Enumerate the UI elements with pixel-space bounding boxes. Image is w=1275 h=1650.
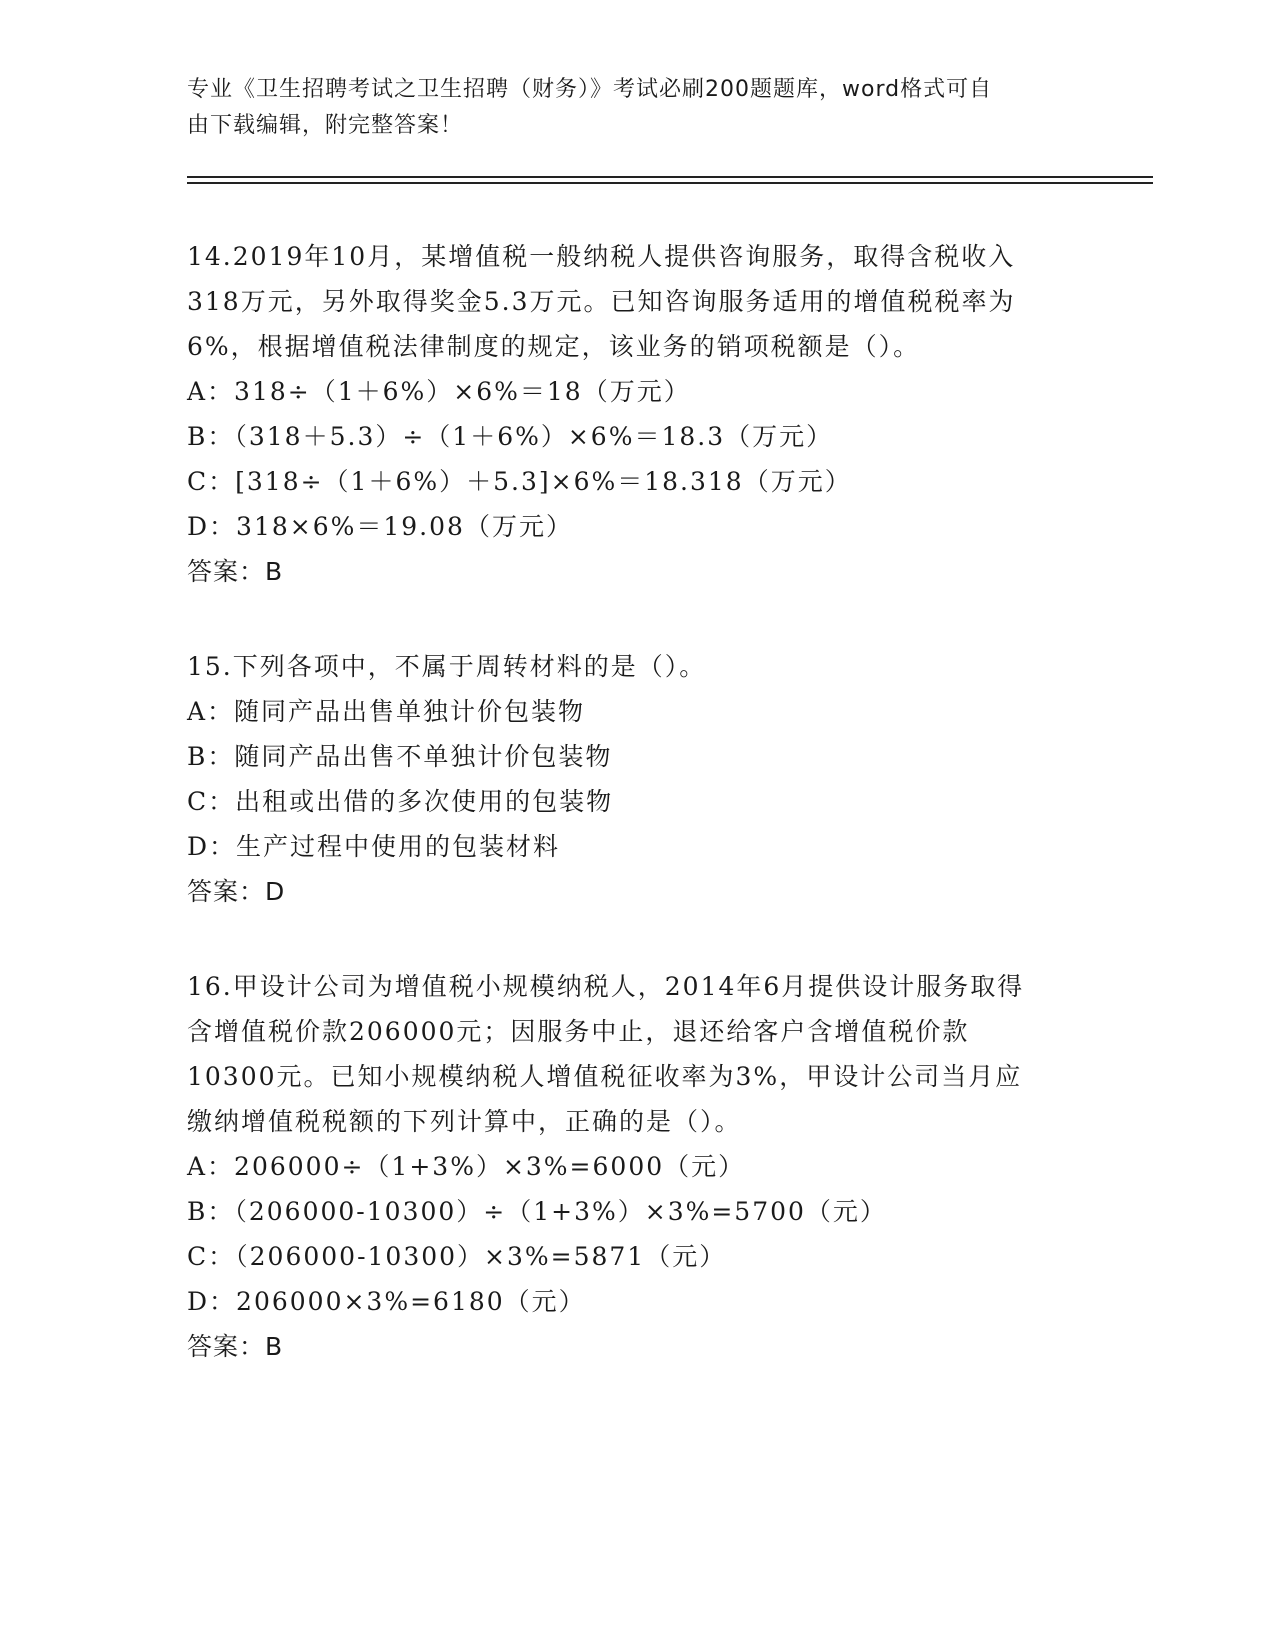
option-a: A：206000÷（1+3%）×3%=6000（元） xyxy=(187,1152,746,1181)
header-rule-bottom xyxy=(187,182,1153,184)
option-d: D：318×6%＝19.08（万元） xyxy=(187,512,573,541)
option-c: C：出租或出借的多次使用的包装物 xyxy=(187,787,614,816)
option-d: D：206000×3%=6180（元） xyxy=(187,1287,586,1316)
option-b: B：（206000-10300）÷（1+3%）×3%=5700（元） xyxy=(187,1197,887,1226)
header-line-2: 由下载编辑，附完整答案！ xyxy=(187,113,464,138)
option-b: B：（318＋5.3）÷（1＋6%）×6%＝18.3（万元） xyxy=(187,422,834,451)
header-line-1: 专业《卫生招聘考试之卫生招聘（财务）》考试必刷200题题库，word格式可自 xyxy=(187,77,993,102)
question-stem-line: 14.2019年10月，某增值税一般纳税人提供咨询服务，取得含税收入 xyxy=(187,242,1016,271)
option-a: A：318÷（1＋6%）×6%＝18（万元） xyxy=(187,377,691,406)
question-stem-line: 10300元。已知小规模纳税人增值税征收率为3%，甲设计公司当月应 xyxy=(187,1062,1023,1091)
question-16 xyxy=(187,964,1087,1369)
question-stem-line: 15.下列各项中，不属于周转材料的是（）。 xyxy=(187,652,707,681)
question-stem-line: 缴纳增值税税额的下列计算中，正确的是（）。 xyxy=(187,1107,742,1136)
question-15 xyxy=(187,644,1087,914)
question-stem-line: 318万元，另外取得奖金5.3万元。已知咨询服务适用的增值税税率为 xyxy=(187,287,1016,316)
answer-line: 答案：B xyxy=(187,557,284,586)
header-rule-top xyxy=(187,176,1153,178)
question-stem-line: 含增值税价款206000元；因服务中止，退还给客户含增值税价款 xyxy=(187,1017,970,1046)
option-c: C：（206000-10300）×3%=5871（元） xyxy=(187,1242,727,1271)
question-stem-line: 16.甲设计公司为增值税小规模纳税人，2014年6月提供设计服务取得 xyxy=(187,972,1025,1001)
answer-line: 答案：D xyxy=(187,877,286,906)
option-b: B：随同产品出售不单独计价包装物 xyxy=(187,742,613,771)
option-d: D：生产过程中使用的包装材料 xyxy=(187,832,561,861)
option-c: C：[318÷（1＋6%）＋5.3]×6%＝18.318（万元） xyxy=(187,467,852,496)
option-a: A：随同产品出售单独计价包装物 xyxy=(187,697,586,726)
question-stem-line: 6%，根据增值税法律制度的规定，该业务的销项税额是（）。 xyxy=(187,332,921,361)
answer-line: 答案：B xyxy=(187,1332,284,1361)
document-header xyxy=(187,72,1087,144)
question-14 xyxy=(187,234,1087,594)
